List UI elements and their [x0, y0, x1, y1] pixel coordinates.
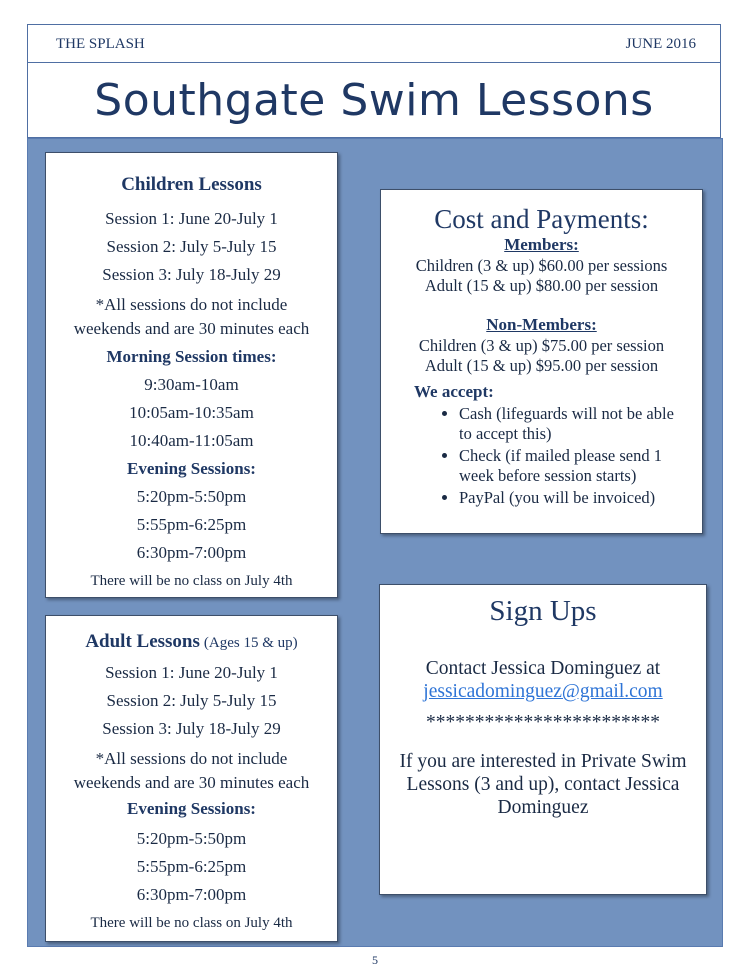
children-morning-heading: Morning Session times: — [106, 347, 277, 366]
members-price-adult: Adult (15 & up) $80.00 per session — [424, 276, 659, 295]
members-price-children: Children (3 & up) $60.00 per sessions — [415, 256, 668, 275]
nonmembers-heading: Non-Members: — [486, 315, 597, 334]
newsletter-name: THE SPLASH — [56, 36, 145, 52]
payment-method-paypal: • PayPal (you will be invoiced) — [459, 488, 688, 508]
members-heading: Members: — [504, 235, 579, 254]
payment-method-check: • Check (if mailed please send 1 week before session starts) — [459, 446, 688, 486]
adult-heading: Adult Lessons — [85, 631, 200, 652]
signup-email-row — [380, 680, 706, 703]
adult-session-2: Session 2: July 5-July 15 — [106, 691, 277, 710]
adult-session-3: Session 3: July 18-July 29 — [102, 719, 281, 738]
nonmembers-price-adult: Adult (15 & up) $95.00 per session — [424, 356, 659, 375]
children-note-2: weekends and are 30 minutes each — [73, 319, 310, 338]
children-lessons-card — [45, 152, 338, 598]
children-morning-time-3: 10:40am-11:05am — [129, 431, 254, 450]
adult-evening-time-2: 5:55pm-6:25pm — [136, 857, 247, 876]
children-evening-time-1: 5:20pm-5:50pm — [136, 487, 247, 506]
adult-note-2: weekends and are 30 minutes each — [73, 773, 310, 792]
sign-ups-card — [379, 584, 707, 895]
signup-divider: ************************ — [426, 712, 660, 733]
adult-session-1: Session 1: June 20-July 1 — [105, 663, 278, 682]
children-morning-time-2: 10:05am-10:35am — [129, 403, 254, 422]
children-session-1: Session 1: June 20-July 1 — [105, 209, 278, 228]
signup-email-link[interactable]: jessicadominguez@gmail.com — [423, 681, 663, 702]
cost-title: Cost and Payments: — [434, 204, 649, 234]
adult-heading-row — [46, 628, 337, 657]
signup-private-lessons: If you are interested in Private Swim Lessons (3 and up), contact Jessica Dominguez — [399, 751, 687, 818]
adult-evening-time-3: 6:30pm-7:00pm — [136, 885, 247, 904]
children-footnote: There will be no class on July 4th — [90, 573, 293, 589]
adult-note-1: *All sessions do not include — [95, 749, 288, 768]
adult-evening-time-1: 5:20pm-5:50pm — [136, 829, 247, 848]
children-evening-time-3: 6:30pm-7:00pm — [136, 543, 247, 562]
adult-lessons-card — [45, 615, 338, 942]
children-session-3: Session 3: July 18-July 29 — [102, 265, 281, 284]
signup-title: Sign Ups — [489, 595, 597, 627]
adult-evening-heading: Evening Sessions: — [127, 799, 256, 818]
children-evening-time-2: 5:55pm-6:25pm — [136, 515, 247, 534]
payment-method-cash: • Cash (lifeguards will not be able to accept this) — [459, 404, 688, 444]
title-box — [27, 62, 721, 138]
issue-date: JUNE 2016 — [625, 36, 696, 52]
accept-heading: We accept: — [414, 382, 494, 401]
adult-footnote: There will be no class on July 4th — [90, 915, 293, 931]
children-morning-time-1: 9:30am-10am — [144, 375, 239, 394]
children-evening-heading: Evening Sessions: — [127, 459, 256, 478]
signup-contact: Contact Jessica Dominguez at — [425, 658, 661, 679]
nonmembers-price-children: Children (3 & up) $75.00 per session — [418, 336, 665, 355]
cost-payments-card — [380, 189, 703, 534]
page-title: Southgate Swim Lessons — [94, 75, 654, 126]
newsletter-header — [27, 24, 721, 62]
children-session-2: Session 2: July 5-July 15 — [106, 237, 277, 256]
page-number: 5 — [372, 953, 378, 967]
children-heading: Children Lessons — [121, 174, 262, 195]
children-note-1: *All sessions do not include — [95, 295, 288, 314]
adult-subheading: (Ages 15 & up) — [203, 635, 298, 651]
payment-methods-list — [381, 404, 702, 508]
